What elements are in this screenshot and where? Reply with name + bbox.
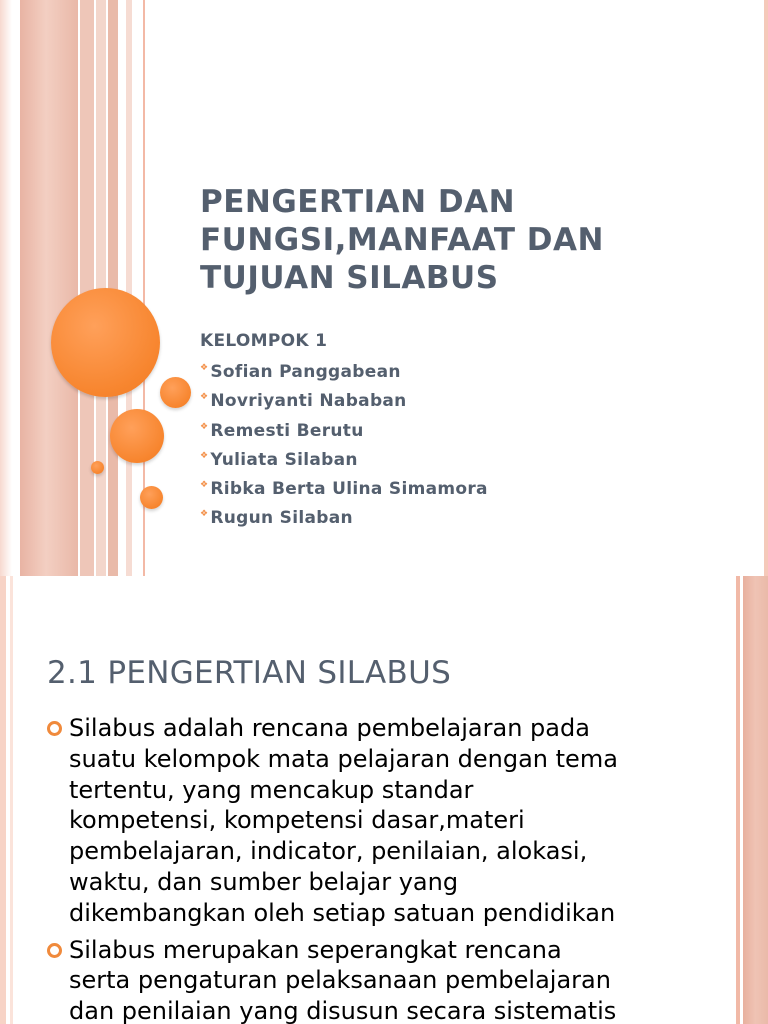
slide-subtitle: KELOMPOK 1 bbox=[200, 331, 328, 351]
member-name: Ribka Berta Ulina Simamora bbox=[210, 479, 488, 500]
bullet-text: Silabus merupakan seperangkat rencana serta pengaturan pelaksanaan pembelajaran dan penilaian yang disusun secara sistematis bbox=[69, 935, 617, 1024]
list-item bbox=[200, 361, 488, 390]
diamond-bullet-icon: ❖ bbox=[200, 363, 209, 373]
member-name: Sofian Panggabean bbox=[210, 362, 401, 382]
decorative-circle-tiny bbox=[91, 461, 104, 474]
diamond-bullet-icon: ❖ bbox=[200, 392, 209, 403]
content-slide bbox=[0, 576, 768, 1024]
list-item bbox=[200, 390, 488, 419]
decorative-circle-large bbox=[51, 288, 160, 397]
slide-heading: 2.1 PENGERTIAN SILABUS bbox=[47, 655, 452, 691]
ring-bullet-icon bbox=[47, 721, 62, 736]
decorative-stripe bbox=[20, 0, 78, 576]
decorative-circle-small bbox=[140, 486, 163, 509]
member-name: Novriyanti Nababan bbox=[210, 391, 407, 412]
decorative-circle-medium bbox=[110, 409, 164, 463]
decorative-stripe bbox=[0, 0, 12, 576]
bullet-text: Silabus adalah rencana pembelajaran pada suatu kelompok mata pelajaran dengan tema tertentu, yang mencakup standar kompetensi, kompetensi dasar,materi pembelajaran, indicator, penilaian, alokasi, waktu, dan sumber belajar yang dikembangkan oleh setiap satuan pendidikan bbox=[69, 714, 618, 927]
list-item bbox=[200, 478, 488, 507]
decorative-stripe bbox=[764, 0, 768, 576]
list-item bbox=[200, 449, 488, 478]
member-name: Remesti Berutu bbox=[210, 420, 364, 441]
diamond-bullet-icon: ❖ bbox=[200, 450, 209, 461]
diamond-bullet-icon: ❖ bbox=[200, 421, 209, 432]
decorative-stripe bbox=[736, 576, 740, 1024]
decorative-stripe bbox=[0, 576, 6, 1024]
list-item bbox=[200, 420, 488, 449]
slide-title: PENGERTIAN DAN FUNGSI,MANFAAT DAN TUJUAN SILABUS bbox=[200, 184, 604, 296]
decorative-circle-small bbox=[160, 377, 191, 408]
ring-bullet-icon bbox=[47, 943, 62, 958]
diamond-bullet-icon: ❖ bbox=[200, 509, 209, 520]
decorative-stripe bbox=[10, 576, 13, 1024]
list-item bbox=[44, 713, 684, 929]
decorative-stripe bbox=[80, 0, 94, 576]
bullet-list bbox=[44, 713, 684, 1024]
member-name: Yuliata Silaban bbox=[210, 449, 358, 470]
diamond-bullet-icon: ❖ bbox=[200, 480, 209, 491]
decorative-stripe bbox=[126, 0, 132, 576]
list-item bbox=[200, 507, 488, 536]
list-item bbox=[44, 935, 684, 1024]
member-list bbox=[200, 361, 488, 537]
decorative-stripe bbox=[743, 576, 768, 1024]
member-name: Rugun Silaban bbox=[210, 508, 353, 529]
